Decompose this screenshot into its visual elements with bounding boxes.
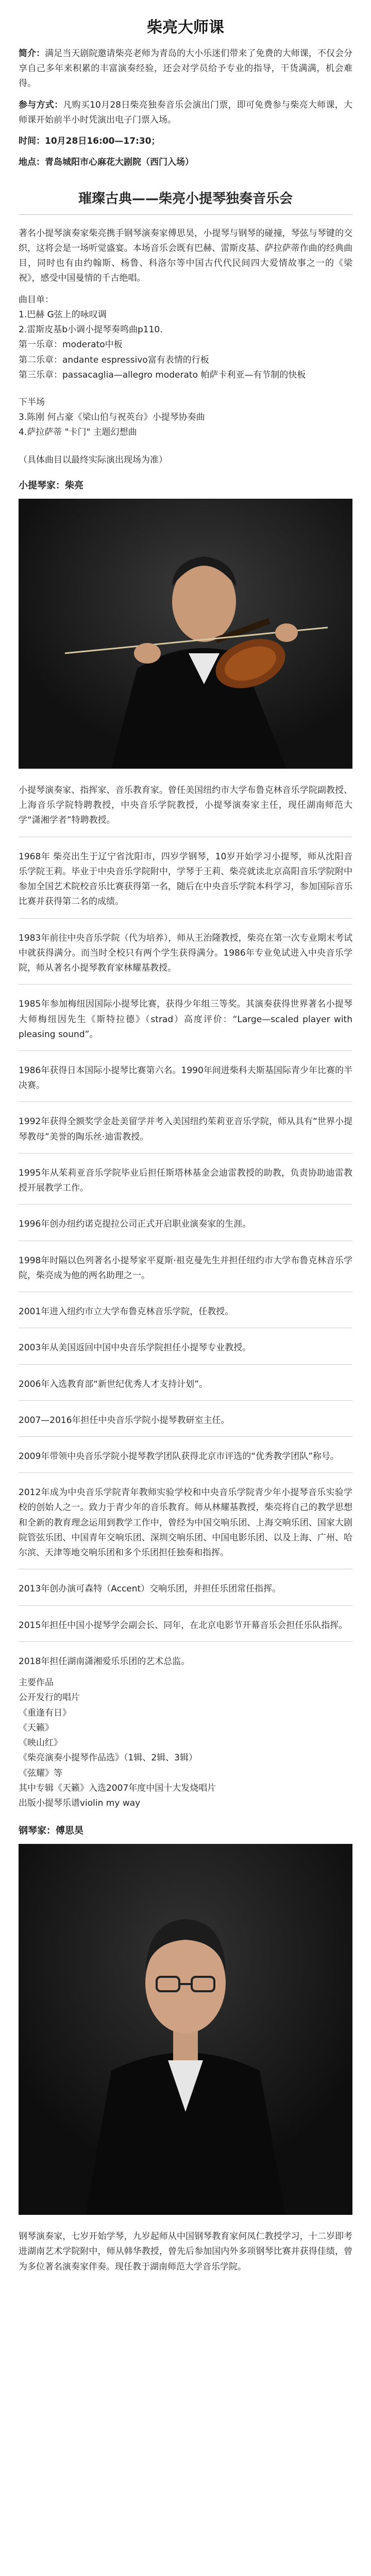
- info-text: 10月28日16:00—17:30；: [45, 136, 160, 147]
- violinist-bio: [19, 783, 352, 1669]
- bio-paragraph: 1985年参加梅纽因国际小提琴比赛，获得少年组三等奖。其演奏获得世界著名小提琴大师梅纽因先生《斯特拉德》（strad）高度评价：“Large—scaled player with pleasing sound”。: [19, 999, 352, 1040]
- bio-paragraph: 1983年前往中央音乐学院（代为培养），师从王治隆教授，柴亮在第一次专业期末考试中就获得满分。而当时全校只有两个学生获得满分。1986年专业免试进入中央音乐学院，师从著名小提琴教育家林耀基教授。: [19, 933, 352, 974]
- divider: [19, 1204, 352, 1205]
- bio-paragraph: 2015年担任中国小提琴学会副会长、同年，在北京电影节开幕音乐会担任乐队指挥。: [19, 1620, 348, 1631]
- divider: [19, 1050, 352, 1051]
- info-label: 时间：: [19, 136, 45, 147]
- bio-paragraph: 2006年入选教育部“新世纪优秀人才支持计划”。: [19, 1379, 208, 1389]
- program-item: 3.陈刚 何占豪《梁山伯与祝英台》小提琴协奏曲: [19, 412, 205, 423]
- work-item: 《柴亮演奏小提琴作品选》（1辑、2辑、3辑）: [19, 1753, 197, 1764]
- violinist-illustration: [19, 499, 352, 769]
- bio-paragraph: 2007—2016年担任中央音乐学院小提琴教研室主任。: [19, 1415, 230, 1426]
- info-label: 参与方式：: [19, 99, 63, 110]
- violinist-photo: [19, 499, 352, 769]
- info-row-intro: [19, 46, 352, 92]
- work-item: 《弦耀》等: [19, 1768, 62, 1778]
- violinist-label: 小提琴家：柴亮: [19, 480, 83, 491]
- info-row-location: [19, 155, 352, 170]
- info-label: 简介：: [19, 48, 45, 59]
- bio-paragraph: 1995年从茱莉亚音乐学院毕业后担任斯塔林基金会迪雷教授的助教，负责协助迪雷教授开展教学工作。: [19, 1167, 352, 1194]
- bio-paragraph: 2001年进入纽约市立大学布鲁克林音乐学院，任教授。: [19, 1307, 234, 1317]
- info-text: 凡购买10月28日柴亮独奏音乐会演出门票，即可免费参与柴亮大师课，大师课开始前半小时凭演出电子门票入场。: [19, 99, 353, 125]
- info-text: 青岛城阳市心麻花大剧院（西门入场）: [45, 157, 194, 168]
- divider: [19, 1641, 352, 1642]
- pianist-label: 钢琴家：傅思昊: [19, 1825, 83, 1837]
- works-section: [19, 1675, 352, 1811]
- bio-paragraph: 2018年担任湖南潇湘爱乐乐团的艺术总监。: [19, 1656, 190, 1667]
- program-note: （具体曲目以最终实际演出现场为准）: [19, 454, 167, 465]
- program-item: 2.雷斯皮基b小调小提琴奏鸣曲p110.: [19, 325, 163, 335]
- divider: [19, 918, 352, 919]
- award-line: 其中专辑《天籁》入选2007年度中国十大发烧唱片: [19, 1783, 216, 1793]
- bio-paragraph: 1998年时隔以色列著名小提琴家平夏斯·祖克曼先生并担任纽约市大学布鲁克林音乐学院，柴亮成为他的两名助理之一。: [19, 1255, 352, 1281]
- article-page: [0, 14, 371, 2275]
- program-item: 第二乐章：andante espressivo富有表情的行板: [19, 354, 209, 365]
- bio-paragraph: 1968年 柴亮出生于辽宁省沈阳市，四岁学钢琴，10岁开始学习小提琴，师从沈阳音乐学院王莉。毕业于中央音乐学院附中，学琴于王莉、柴亮就读北京高阳音乐学院附中参加全国艺术院校音乐比赛获得第一名，随后在中央音乐学院本科学习，参加国际音乐比赛并获得第二名的成绩。: [19, 851, 352, 907]
- concert-description: 著名小提琴演奏家柴亮携手钢琴演奏家傅思昊，小提琴与钢琴的碰撞，琴弦与琴键的交织，这将会是一场听觉盛宴。本场音乐会既有巴赫、雷斯皮基、萨拉萨蒂作曲的经典曲目，同时也有由约翰斯、杨鲁、科洛尔等中国古代代民间四大爱情故事之一的《梁祝》，感受中国曼情的千古绝唱。: [19, 228, 352, 284]
- program-item: 第一乐章：moderato中板: [19, 340, 123, 350]
- info-text: 满足当天剧院邀请柴亮老师为青岛的大小乐迷们带来了免费的大师课，不仅会分享自己多年来积累的丰富演奏经验，还会对学员给予专业的指导，干货满满，机会难得。: [19, 48, 353, 89]
- bio-paragraph: 2009年带领中央音乐学院小提琴教学团队获得北京市评选的“优秀教学团队”称号。: [19, 1451, 339, 1462]
- bio-paragraph: 小提琴演奏家、指挥家、音乐教育家。曾任美国纽约市大学布鲁克林音乐学院副教授、上海音乐学院特聘教授，中央音乐学院教授，小提琴演奏家主任，现任湖南师范大学“潇湘学者”特聘教授。: [19, 785, 352, 826]
- pianist-photo: [19, 1844, 352, 2215]
- concert-title: 璀璨古典——柴亮小提琴独奏音乐会: [78, 191, 293, 207]
- program-heading: 曲目单：: [19, 294, 54, 305]
- works-intro: 公开发行的唱片: [19, 1692, 80, 1703]
- info-label: 地点：: [19, 157, 45, 168]
- works-heading: 主要作品: [19, 1677, 54, 1688]
- second-half-heading: 下半场: [19, 397, 45, 408]
- divider: [19, 214, 352, 215]
- program-item: 1.巴赫 G弦上的咏叹调: [19, 309, 107, 320]
- divider: [19, 984, 352, 985]
- masterclass-info: [19, 46, 352, 171]
- info-row-participation: [19, 98, 352, 128]
- pianist-illustration: [19, 1844, 352, 2215]
- work-item: 《天籁》: [19, 1722, 54, 1733]
- masterclass-title: 柴亮大师课: [147, 19, 224, 37]
- work-item: 《映山红》: [19, 1738, 62, 1749]
- book-line: 出版小提琴乐谱violin my way: [19, 1798, 141, 1808]
- work-item: 《重逢有日》: [19, 1707, 71, 1718]
- bio-paragraph: 2003年从美国返回中国中央音乐学院担任小提琴专业教授。: [19, 1343, 251, 1353]
- divider: [19, 1472, 352, 1473]
- info-row-time: [19, 134, 352, 149]
- program-list: [19, 293, 352, 383]
- bio-paragraph: 1996年创办纽约诺克提拉公司正式开启职业演奏家的生涯。: [19, 1219, 251, 1230]
- divider: [19, 1101, 352, 1102]
- pianist-bio: 钢琴演奏家，七岁开始学琴，九岁起师从中国钢琴教育家何凤仁教授学习，十二岁即考进湖南艺术学院附中，师从韩华教授，曾先后参加国内外多项钢琴比赛并获得佳绩，曾为多位著名演奏家伴奏。现任教于湖南师范大学音乐学院。: [19, 2231, 352, 2272]
- divider: [19, 1153, 352, 1154]
- bio-paragraph: 2012年成为中央音乐学院青年教师实验学校和中央音乐学院青少年小提琴音乐实验学校的创始人之一。致力于青少年的音乐教育。师从林耀基教授，柴亮将自己的教学思想和全新的教育理念运用到教学工作中，曾经为中国交响乐团、上海交响乐团、国家大剧院管弦乐团、中国青年交响乐团、深圳交响乐团、中国电影乐团、以及上海、广州、哈尔滨、天津等地交响乐团和多个乐团担任独奏和指挥。: [19, 1487, 352, 1558]
- divider: [19, 1400, 352, 1401]
- divider: [19, 1364, 352, 1365]
- bio-paragraph: 1986年获得日本国际小提琴比赛第六名。1990年间进柴科夫斯基国际青少年比赛的半决赛。: [19, 1065, 352, 1091]
- divider: [19, 1605, 352, 1606]
- program-item: 4.萨拉萨蒂 "卡门" 主题幻想曲: [19, 427, 137, 438]
- bio-paragraph: 2013年创办演可森特（Accent）交响乐团，并担任乐团常任指挥。: [19, 1584, 281, 1595]
- program-item: 第三乐章：passacaglia—allegro moderato 帕萨卡利亚—有节制的快板: [19, 369, 306, 380]
- bio-paragraph: 1992年获得全额奖学金赴美留学并考入美国纽约茱莉亚音乐学院，师从具有“世界小提琴教母”美誉的陶乐丝·迪雷教授。: [19, 1116, 352, 1142]
- second-half-list: [19, 395, 352, 440]
- divider: [19, 1436, 352, 1437]
